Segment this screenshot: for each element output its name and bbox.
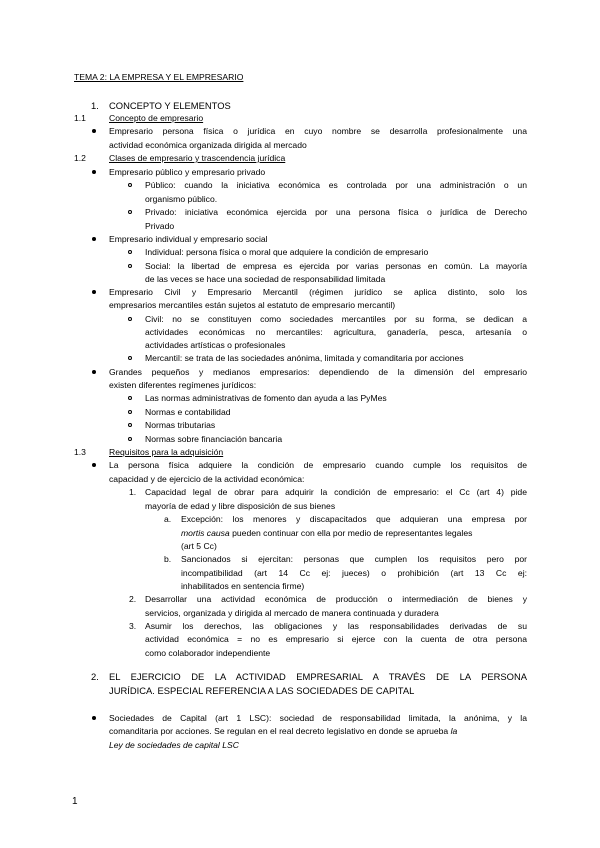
- s13-item-1-number: 1.: [129, 487, 137, 497]
- s13-a-line: capacidad y de ejercicio de la actividad económica:: [109, 474, 305, 484]
- s13-n3-line: como colaborador independiente: [145, 648, 271, 658]
- subsection-1-2-heading: Clases de empresario y trascendencia jurídica: [109, 153, 286, 163]
- circle-bullet-icon: [128, 183, 132, 187]
- circle-bullet-icon: [128, 317, 132, 321]
- s13-n1-line: Capacidad legal de obrar para adquirir la condición de empresario: el Cc (art 4) pide: [145, 487, 527, 497]
- s13-n1-line: mayoría de edad y libre disposición de sus bienes: [145, 501, 336, 511]
- section-1-heading: CONCEPTO Y ELEMENTOS: [109, 100, 231, 111]
- circle-bullet-icon: [128, 210, 132, 214]
- s11-bullet-line: actividad económica organizada dirigida al mercado: [109, 140, 307, 150]
- s2-bullet-line: [109, 725, 457, 738]
- section-2-heading-line: EL EJERCICIO DE LA ACTIVIDAD EMPRESARIAL A TRAVÉS DE LA PERSONA: [109, 671, 527, 682]
- s13-item-1a-letter: a.: [164, 514, 172, 524]
- s12-b2-line: de las veces se hace una sociedad de responsabilidad limitada: [145, 274, 386, 284]
- s13-n1a-line: (art 5 Cc): [181, 541, 217, 551]
- circle-bullet-icon: [128, 356, 132, 360]
- s12-d-line: existen diferentes regímenes jurídicos:: [109, 380, 257, 390]
- s13-n2-line: servicios, organizada y dirigida al mercado de manera continuada y duradera: [145, 608, 439, 618]
- s2-bullet-italic-start: la: [450, 726, 458, 736]
- s12-a2-line: Privado: iniciativa económica ejercida por una persona física o jurídica de Derecho: [145, 207, 527, 217]
- s12-bullet-a: Empresario público y empresario privado: [109, 167, 266, 177]
- bullet-icon: [92, 463, 96, 467]
- section-2-number: 2.: [91, 671, 99, 682]
- s13-n3-line: actividad económica = no es empresario si ejerce con la cuenta de otra persona: [145, 634, 527, 644]
- page-number: 1: [72, 796, 78, 807]
- subsection-1-3-number: 1.3: [74, 447, 86, 457]
- subsection-1-1-heading: Concepto de empresario: [109, 113, 204, 123]
- s11-bullet-line: Empresario persona física o jurídica en cuyo nombre se desarrolla profesionalmente una: [109, 126, 527, 136]
- bullet-icon: [92, 129, 96, 133]
- s13-n1a-italic: mortis causa: [181, 528, 230, 538]
- s12-a1-line: Público: cuando la iniciativa económica es controlada por una administración o un: [145, 180, 527, 190]
- section-2-heading-line: JURÍDICA. ESPECIAL REFERENCIA A LAS SOCIEDADES DE CAPITAL: [109, 685, 415, 696]
- s2-bullet-text: comanditaria por acciones. Se regulan en el real decreto legislativo en donde se aprueba: [109, 726, 449, 736]
- s12-bullet-b: Empresario individual y empresario social: [109, 234, 268, 244]
- s13-item-3-number: 3.: [129, 621, 137, 631]
- s2-bullet-line: Sociedades de Capital (art 1 LSC): sociedad de responsabilidad limitada, la anónima, y la: [109, 713, 527, 723]
- s2-bullet-italic-line: Ley de sociedades de capital LSC: [109, 740, 239, 750]
- s13-n3-line: Asumir los derechos, las obligaciones y las responsabilidades derivadas de su: [145, 621, 527, 631]
- s13-n1a-line: [181, 527, 472, 540]
- circle-bullet-icon: [128, 410, 132, 414]
- circle-bullet-icon: [128, 250, 132, 254]
- circle-bullet-icon: [128, 396, 132, 400]
- circle-bullet-icon: [128, 423, 132, 427]
- s13-n1b-line: inhabilitados en sentencia firme): [181, 581, 305, 591]
- s12-a1-line: organismo público.: [145, 194, 218, 204]
- bullet-icon: [92, 290, 96, 294]
- subsection-1-2-number: 1.2: [74, 153, 86, 163]
- circle-bullet-icon: [128, 437, 132, 441]
- section-1-number: 1.: [91, 100, 99, 111]
- s12-c1-line: actividades artísticas o profesionales: [145, 340, 286, 350]
- s13-a-line: La persona física adquiere la condición de empresario cuando cumple los requisitos de: [109, 460, 527, 470]
- s12-b1-line: Individual: persona física o moral que adquiere la condición de empresario: [145, 247, 429, 257]
- s13-n1a-line: Excepción: los menores y discapacitados que adquieran una empresa por: [181, 514, 527, 524]
- s12-b2-line: Social: la libertad de empresa es ejercida por varias personas en común. La mayoría: [145, 261, 527, 271]
- s13-n1b-line: incompatibilidad (art 14 Cc ej: jueces) o prohibición (art 13 Cc ej:: [181, 568, 527, 578]
- subsection-1-1-number: 1.1: [74, 113, 86, 123]
- bullet-icon: [92, 237, 96, 241]
- circle-bullet-icon: [128, 264, 132, 268]
- bullet-icon: [92, 370, 96, 374]
- s12-d-line: Grandes pequeños y medianos empresarios: dependiendo de la dimensión del empresario: [109, 367, 527, 377]
- s13-n1b-line: Sancionados si ejercitan: personas que cumplen los requisitos pero por: [181, 554, 527, 564]
- s12-c2-line: Mercantil: se trata de las sociedades anónima, limitada y comanditaria por acciones: [145, 353, 464, 363]
- s13-n1a-rest: pueden continuar con ella por medio de representantes legales: [229, 528, 473, 538]
- subsection-1-3-heading: Requisitos para la adquisición: [109, 447, 224, 457]
- s13-n2-line: Desarrollar una actividad económica de producción o intermediación de bienes y: [145, 594, 527, 604]
- s13-item-2-number: 2.: [129, 594, 137, 604]
- s12-c-line: Empresario Civil y Empresario Mercantil (régimen jurídico se aplica distinto, solo los: [109, 287, 527, 297]
- s12-c1-line: actividades económicas no mercantiles: agricultura, ganadería, pesca, artesanía o: [145, 327, 527, 337]
- s13-item-1b-letter: b.: [164, 554, 172, 564]
- s12-c-line: empresarios mercantiles están sujetos al estatuto de empresario mercantil): [109, 300, 396, 310]
- bullet-icon: [92, 716, 96, 720]
- s12-d2-line: Normas e contabilidad: [145, 407, 231, 417]
- bullet-icon: [92, 170, 96, 174]
- document-title: TEMA 2: LA EMPRESA Y EL EMPRESARIO: [74, 72, 244, 82]
- s12-d3-line: Normas tributarias: [145, 420, 216, 430]
- s12-a2-line: Privado: [145, 221, 175, 231]
- s12-c1-line: Civil: no se constituyen como sociedades mercantiles por su forma, se dedican a: [145, 314, 527, 324]
- s12-d1-line: Las normas administrativas de fomento dan ayuda a las PyMes: [145, 393, 387, 403]
- s12-d4-line: Normas sobre financiación bancaria: [145, 434, 283, 444]
